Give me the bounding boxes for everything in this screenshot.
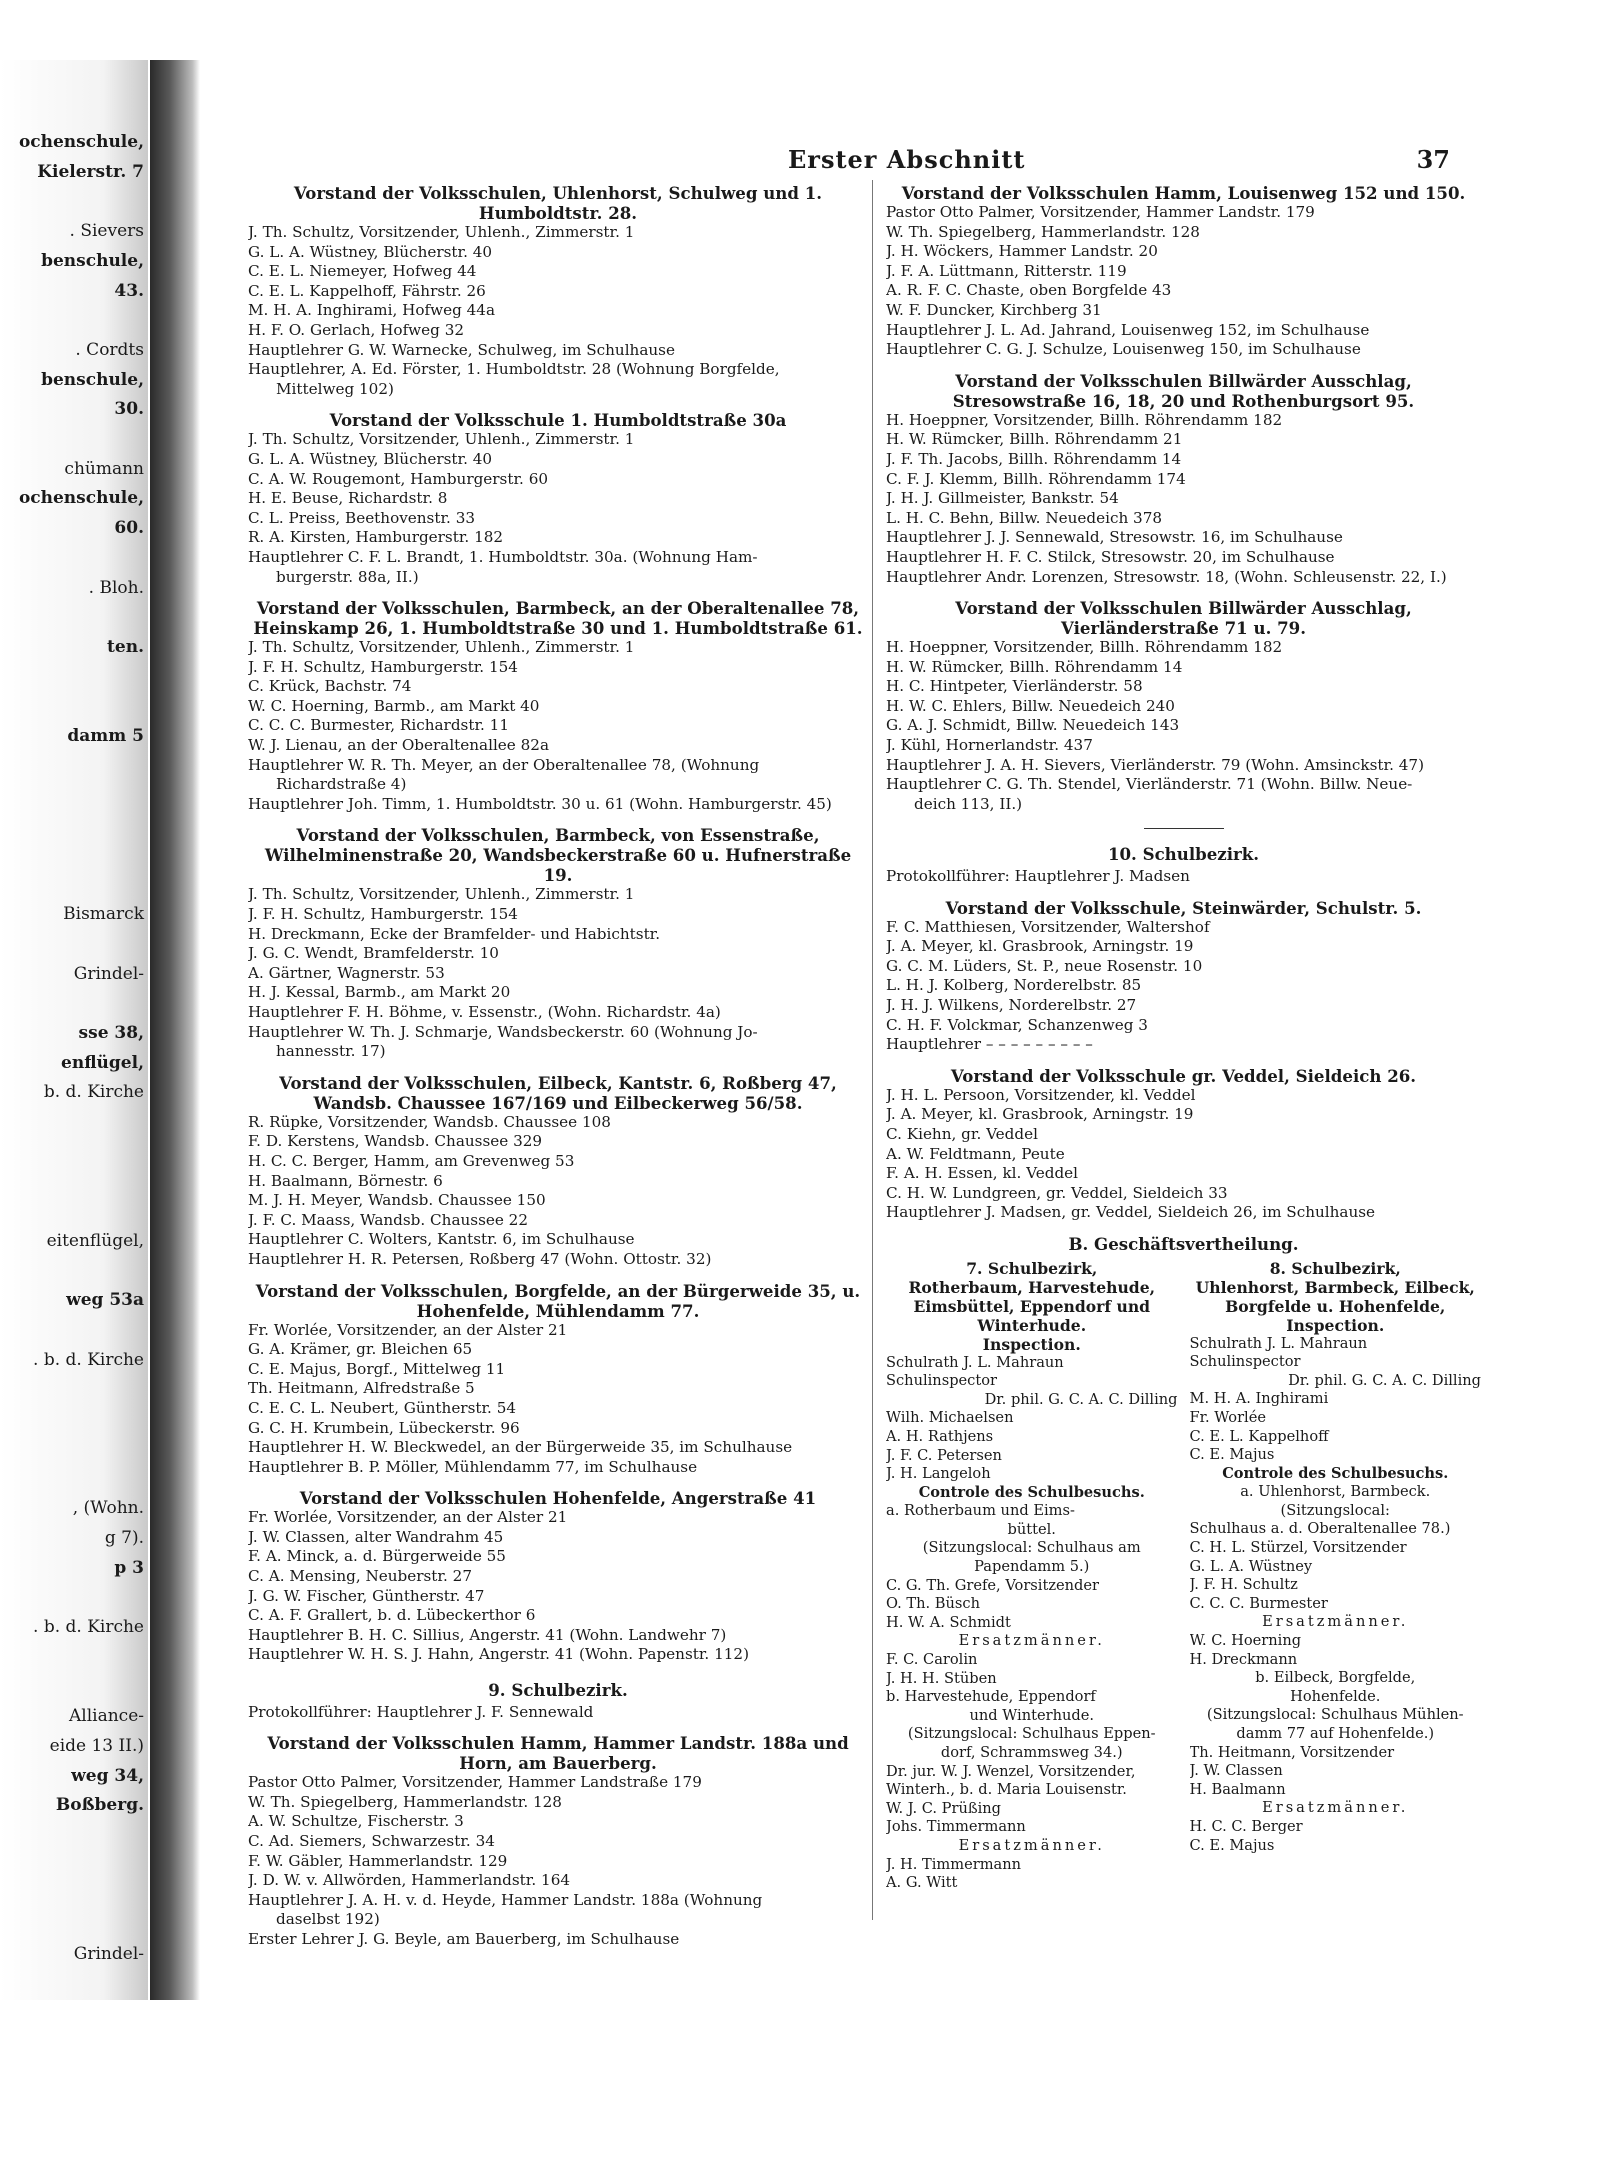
member-entry: Hauptlehrer – – – – – – – – – xyxy=(886,1035,1093,1054)
district-assignment xyxy=(886,1259,1178,1893)
member-entry: Hauptlehrer B. H. C. Sillius, Angerstr. 41 (Wohn. Landwehr 7) xyxy=(248,1625,727,1644)
member-entry: H. W. Rümcker, Billh. Röhrendamm 21 xyxy=(886,430,1183,449)
member-entry: H. Dreckmann, Ecke der Bramfelder- und Habichtstr. xyxy=(248,924,661,943)
district-assignment-line: J. H. H. Stüben xyxy=(886,1669,997,1687)
prev-page-fragment: . b. d. Kirche xyxy=(33,1617,144,1637)
prev-page-fragment: 60. xyxy=(114,518,144,539)
section-heading: Vorstand der Volksschule 1. Humboldtstraße 30a xyxy=(329,410,787,431)
prev-page-fragment: 30. xyxy=(114,399,144,420)
district-assignment-heading: Inspection. xyxy=(1286,1315,1385,1335)
district-assignment-line: O. Th. Büsch xyxy=(886,1595,980,1613)
prev-page-fragment: eide 13 II.) xyxy=(49,1735,144,1756)
member-entry: C. E. L. Niemeyer, Hofweg 44 xyxy=(248,262,477,281)
district-assignment-line: b. Harvestehude, Eppendorf xyxy=(886,1688,1096,1706)
member-entry: H. J. Kessal, Barmb., am Markt 20 xyxy=(248,983,511,1002)
running-head-title: Erster Abschnitt xyxy=(788,145,1026,174)
prev-page-fragment: Grindel- xyxy=(73,1943,144,1964)
member-entry: L. H. C. Behn, Billw. Neuedeich 378 xyxy=(886,508,1163,527)
member-entry: A. W. Feldtmann, Peute xyxy=(886,1144,1065,1163)
left-column xyxy=(248,172,868,1950)
prev-page-fragment: eitenflügel, xyxy=(46,1230,144,1251)
member-entry: J. G. C. Wendt, Bramfelderstr. 10 xyxy=(248,944,499,963)
member-entry: G. A. J. Schmidt, Billw. Neuedeich 143 xyxy=(886,716,1180,735)
prev-page-fragment: Kielerstr. 7 xyxy=(37,161,144,182)
prev-page-fragment: weg 34, xyxy=(71,1765,144,1786)
district-assignment-line: Johs. Timmermann xyxy=(886,1818,1026,1836)
member-entry: J. F. Th. Jacobs, Billh. Röhrendamm 14 xyxy=(886,449,1182,468)
member-entry: J. Th. Schultz, Vorsitzender, Uhlenh., Zimmerstr. 1 xyxy=(248,638,635,657)
member-entry: C. A. W. Rougemont, Hamburgerstr. 60 xyxy=(248,469,549,488)
prev-page-fragment: Alliance- xyxy=(69,1706,144,1727)
district-assignment-line: H. C. C. Berger xyxy=(1189,1817,1303,1835)
member-entry: W. J. Lienau, an der Oberaltenallee 82a xyxy=(248,736,549,755)
member-entry: Hauptlehrer J. J. Sennewald, Stresowstr. 16, im Schulhause xyxy=(886,528,1343,547)
entry-continuation: daselbst 192) xyxy=(276,1910,380,1929)
district-assignment-line: Winterh., b. d. Maria Louisenstr. xyxy=(886,1781,1127,1799)
district-assignment-line: M. H. A. Inghirami xyxy=(1189,1390,1329,1408)
prev-page-fragment: chümann xyxy=(64,458,144,479)
member-entry: Th. Heitmann, Alfredstraße 5 xyxy=(248,1379,475,1398)
member-entry: Hauptlehrer H. W. Bleckwedel, an der Bürgerweide 35, im Schulhause xyxy=(248,1438,793,1457)
district-assignment-line: damm 77 auf Hohenfelde.) xyxy=(1236,1725,1435,1742)
member-entry: J. H. L. Persoon, Vorsitzender, kl. Veddel xyxy=(886,1085,1196,1104)
member-entry: C. Ad. Siemers, Schwarzestr. 34 xyxy=(248,1832,495,1850)
district-assignment xyxy=(1190,1259,1482,1893)
member-entry: J. D. W. v. Allwörden, Hammerlandstr. 164 xyxy=(248,1871,571,1890)
district-assignment-line: Schulhaus a. d. Oberaltenallee 78.) xyxy=(1189,1520,1451,1538)
district-assignment-line: und Winterhude. xyxy=(969,1706,1094,1724)
member-entry: Hauptlehrer J. A. H. Sievers, Vierländerstr. 79 (Wohn. Amsinckstr. 47) xyxy=(886,755,1425,774)
district-assignment-line: W. C. Hoerning xyxy=(1189,1632,1302,1650)
member-entry: C. C. C. Burmester, Richardstr. 11 xyxy=(248,716,510,735)
prev-page-fragment: . Cordts xyxy=(75,339,144,360)
section-heading: Vorstand der Volksschulen Billwärder Ausschlag, Vierländerstraße 71 u. 79. xyxy=(955,598,1412,639)
entry-continuation: burgerstr. 88a, II.) xyxy=(276,567,419,586)
member-entry: Fr. Worlée, Vorsitzender, an der Alster 21 xyxy=(248,1320,568,1339)
member-entry: F. A. Minck, a. d. Bürgerweide 55 xyxy=(248,1547,506,1566)
short-rule xyxy=(1144,828,1224,829)
member-entry: H. Baalmann, Börnestr. 6 xyxy=(248,1171,443,1190)
member-entry: Hauptlehrer W. R. Th. Meyer, an der Oberaltenallee 78, (Wohnung xyxy=(248,755,760,774)
member-entry: J. G. W. Fischer, Güntherstr. 47 xyxy=(248,1586,485,1605)
member-entry: Hauptlehrer C. F. L. Brandt, 1. Humboldtstr. 30a. (Wohnung Ham- xyxy=(248,547,758,566)
member-entry: J. F. H. Schultz, Hamburgerstr. 154 xyxy=(248,657,518,676)
section-heading: Vorstand der Volksschulen Hamm, Louisenweg 152 und 150. xyxy=(901,183,1466,203)
member-entry: C. Krück, Bachstr. 74 xyxy=(248,677,412,696)
member-entry: J. F. A. Lüttmann, Ritterstr. 119 xyxy=(886,261,1127,280)
district-assignment-line: Dr. jur. W. J. Wenzel, Vorsitzender, xyxy=(886,1762,1136,1780)
member-entry: R. A. Kirsten, Hamburgerstr. 182 xyxy=(248,528,504,547)
district-assignment-line: H. W. A. Schmidt xyxy=(886,1613,1011,1631)
district-assignment-line: G. L. A. Wüstney xyxy=(1189,1557,1313,1575)
district-assignment-line: F. C. Carolin xyxy=(886,1651,978,1669)
district-assignment-line: Hohenfelde. xyxy=(1290,1687,1381,1705)
member-entry: G. L. A. Wüstney, Blücherstr. 40 xyxy=(248,449,493,468)
prev-page-fragment: b. d. Kirche xyxy=(43,1082,144,1103)
district-assignment-line: A. H. Rathjens xyxy=(886,1427,994,1445)
district-assignment-line: Ersatzmänner. xyxy=(958,1836,1105,1854)
section-heading: Vorstand der Volksschulen, Borgfelde, an der Bürgerweide 35, u. Hohenfelde, Mühlendamm 77. xyxy=(255,1280,861,1321)
entry-continuation: Mittelweg 102) xyxy=(276,379,394,398)
district-assignment-line: Papendamm 5.) xyxy=(974,1558,1090,1576)
previous-page-edge xyxy=(0,60,148,2000)
district-assignment-line: Th. Heitmann, Vorsitzender xyxy=(1189,1743,1395,1761)
district-assignment-line: J. H. Timmermann xyxy=(886,1855,1022,1873)
member-entry: H. C. Hintpeter, Vierländerstr. 58 xyxy=(886,677,1143,696)
member-entry: F. C. Matthiesen, Vorsitzender, Waltershof xyxy=(886,917,1210,936)
district-assignment-line: H. Dreckmann xyxy=(1189,1650,1298,1668)
district-assignment-line: Schulrath J. L. Mahraun xyxy=(1189,1334,1368,1352)
district-assignment-line: (Sitzungslocal: Schulhaus am xyxy=(922,1539,1141,1557)
member-entry: J. H. J. Gillmeister, Bankstr. 54 xyxy=(886,489,1119,508)
member-entry: Fr. Worlée, Vorsitzender, an der Alster 21 xyxy=(248,1508,568,1527)
district-assignment-line: C. E. Majus xyxy=(1189,1446,1275,1464)
entry-continuation: deich 113, II.) xyxy=(914,794,1023,813)
member-entry: H. E. Beuse, Richardstr. 8 xyxy=(248,489,448,508)
district-assignment-line: W. J. C. Prüßing xyxy=(886,1799,1001,1817)
member-entry: H. Hoeppner, Vorsitzender, Billh. Röhrendamm 182 xyxy=(886,638,1283,657)
member-entry: L. H. J. Kolberg, Norderelbstr. 85 xyxy=(886,976,1142,995)
right-column-entries xyxy=(886,183,1481,1223)
prev-page-fragment: g 7). xyxy=(104,1527,144,1548)
member-entry: G. L. A. Wüstney, Blücherstr. 40 xyxy=(248,242,493,261)
member-entry: C. E. L. Kappelhoff, Fährstr. 26 xyxy=(248,281,486,300)
section-heading: Vorstand der Volksschulen Hohenfelde, Angerstraße 41 xyxy=(299,1488,817,1509)
district-assignment-line: a. Rotherbaum und Eims- xyxy=(886,1502,1075,1520)
member-entry: C. A. F. Grallert, b. d. Lübeckerthor 6 xyxy=(248,1606,536,1625)
section-heading: Vorstand der Volksschule, Steinwärder, Schulstr. 5. xyxy=(945,897,1422,918)
member-entry: Pastor Otto Palmer, Vorsitzender, Hammer Landstr. 179 xyxy=(886,203,1315,221)
district-assignment-line: Controle des Schulbesuchs. xyxy=(1222,1464,1449,1482)
member-entry: W. F. Duncker, Kirchberg 31 xyxy=(886,300,1102,319)
section-heading: Vorstand der Volksschulen, Eilbeck, Kantstr. 6, Roßberg 47, Wandsb. Chaussee 167/169 und Eilbeckerweg 56/58. xyxy=(279,1072,837,1113)
district-assignment-line: Fr. Worlée xyxy=(1189,1408,1266,1426)
district-assignment-line: Dr. phil. G. C. A. C. Dilling xyxy=(984,1390,1178,1408)
district-assignment-line: Ersatzmänner. xyxy=(1262,1613,1409,1631)
member-entry: R. Rüpke, Vorsitzender, Wandsb. Chaussee 108 xyxy=(248,1112,611,1131)
member-entry: Hauptlehrer J. A. H. v. d. Heyde, Hammer Landstr. 188a (Wohnung xyxy=(248,1890,763,1909)
district-assignment-line: Schulinspector xyxy=(886,1372,997,1390)
member-entry: C. L. Preiss, Beethovenstr. 33 xyxy=(248,508,476,527)
member-entry: Hauptlehrer W. Th. J. Schmarje, Wandsbeckerstr. 60 (Wohnung Jo- xyxy=(248,1022,758,1041)
member-entry: H. W. Rümcker, Billh. Röhrendamm 14 xyxy=(886,657,1183,676)
prev-page-fragment: benschule, xyxy=(41,250,144,271)
district-assignment-line: büttel. xyxy=(1007,1520,1056,1538)
section-b-title: B. Geschäftsvertheilung. xyxy=(1068,1233,1299,1254)
district-assignment-line: (Sitzungslocal: Schulhaus Eppen- xyxy=(907,1725,1156,1743)
prev-page-fragment: p 3 xyxy=(114,1557,144,1578)
district-assignment-line: J. F. C. Petersen xyxy=(886,1446,1002,1464)
district-heading: 10. Schulbezirk. xyxy=(1107,844,1260,865)
member-entry: G. C. H. Krumbein, Lübeckerstr. 96 xyxy=(248,1418,520,1437)
member-entry: H. W. C. Ehlers, Billw. Neuedeich 240 xyxy=(886,696,1175,715)
member-entry: J. F. C. Maass, Wandsb. Chaussee 22 xyxy=(248,1210,529,1229)
prev-page-fragment: weg 53a xyxy=(66,1290,144,1311)
member-entry: A. Gärtner, Wagnerstr. 53 xyxy=(248,963,445,982)
member-entry: Hauptlehrer F. H. Böhme, v. Essenstr., (Wohn. Richardstr. 4a) xyxy=(248,1003,721,1021)
member-entry: C. A. Mensing, Neuberstr. 27 xyxy=(248,1567,472,1586)
district-heading: 9. Schulbezirk. xyxy=(488,1680,628,1701)
district-assignment-line: (Sitzungslocal: Schulhaus Mühlen- xyxy=(1206,1706,1464,1724)
district-assignment-heading: Uhlenhorst, Barmbeck, Eilbeck, xyxy=(1195,1277,1475,1297)
district-assignment-line: J. H. Langeloh xyxy=(886,1465,991,1483)
member-entry: J. H. J. Wilkens, Norderelbstr. 27 xyxy=(886,996,1137,1014)
district-assignment-line: Ersatzmänner. xyxy=(1262,1799,1409,1817)
prev-page-fragment: ochenschule, xyxy=(18,488,144,509)
member-entry: Hauptlehrer C. G. J. Schulze, Louisenweg 150, im Schulhause xyxy=(886,340,1361,359)
district-assignment-line: Controle des Schulbesuchs. xyxy=(918,1483,1145,1501)
entry-continuation: hannesstr. 17) xyxy=(276,1042,386,1061)
member-entry: C. E. C. L. Neubert, Güntherstr. 54 xyxy=(248,1398,517,1417)
member-entry: F. D. Kerstens, Wandsb. Chaussee 329 xyxy=(248,1132,543,1151)
member-entry: Hauptlehrer H. F. C. Stilck, Stresowstr. 20, im Schulhause xyxy=(886,547,1335,566)
section-b-districts xyxy=(886,1259,1481,1893)
member-entry: J. A. Meyer, kl. Grasbrook, Arningstr. 19 xyxy=(886,937,1194,956)
prev-page-fragment: . b. d. Kirche xyxy=(33,1349,144,1370)
member-entry: W. Th. Spiegelberg, Hammerlandstr. 128 xyxy=(248,1792,562,1811)
district-assignment-heading: Borgfelde u. Hohenfelde, xyxy=(1225,1296,1446,1316)
member-entry: H. Hoeppner, Vorsitzender, Billh. Röhrendamm 182 xyxy=(886,410,1283,429)
column-divider xyxy=(872,180,873,1920)
prev-page-fragment: ten. xyxy=(107,636,144,657)
district-assignment-line: Dr. phil. G. C. A. C. Dilling xyxy=(1288,1371,1481,1389)
prev-page-fragment: benschule, xyxy=(41,369,144,390)
member-entry: J. Kühl, Hornerlandstr. 437 xyxy=(886,736,1093,755)
district-assignment-line: Schulrath J. L. Mahraun xyxy=(886,1353,1064,1371)
entry-continuation: Richardstraße 4) xyxy=(276,775,407,794)
member-entry: Erster Lehrer J. G. Beyle, am Bauerberg, im Schulhause xyxy=(248,1929,680,1948)
running-head xyxy=(208,145,1478,175)
district-assignment-line: C. G. Th. Grefe, Vorsitzender xyxy=(886,1576,1099,1594)
prev-page-fragment: Boßberg. xyxy=(55,1795,144,1816)
district-assignment-line: Schulinspector xyxy=(1189,1353,1301,1371)
prev-page-fragment: , (Wohn. xyxy=(72,1498,144,1519)
district-assignment-line: b. Eilbeck, Borgfelde, xyxy=(1255,1669,1416,1687)
member-entry: Hauptlehrer G. W. Warnecke, Schulweg, im Schulhause xyxy=(248,340,675,359)
prev-page-fragment: . Sievers xyxy=(69,221,144,242)
district-assignment-line: Wilh. Michaelsen xyxy=(886,1409,1014,1427)
member-entry: M. H. A. Inghirami, Hofweg 44a xyxy=(248,301,496,320)
district-assignment-line: (Sitzungslocal: xyxy=(1280,1501,1390,1519)
prev-page-fragment: damm 5 xyxy=(67,726,144,746)
district-assignment-line: a. Uhlenhorst, Barmbeck. xyxy=(1240,1483,1431,1501)
district-assignment-heading: 8. Schulbezirk, xyxy=(1269,1258,1401,1278)
district-assignment-line: Ersatzmänner. xyxy=(958,1632,1105,1650)
prev-page-fragment: . Bloh. xyxy=(88,577,144,598)
member-entry: J. Th. Schultz, Vorsitzender, Uhlenh., Zimmerstr. 1 xyxy=(248,223,635,241)
member-entry: Hauptlehrer C. Wolters, Kantstr. 6, im Schulhause xyxy=(248,1230,635,1249)
page-number: 37 xyxy=(1416,145,1450,174)
district-assignment-line: C. E. L. Kappelhoff xyxy=(1189,1427,1329,1445)
member-entry: H. C. C. Berger, Hamm, am Grevenweg 53 xyxy=(248,1151,575,1170)
prev-page-fragment: 43. xyxy=(114,280,144,301)
member-entry: F. W. Gäbler, Hammerlandstr. 129 xyxy=(248,1851,508,1870)
district-assignment-line: H. Baalmann xyxy=(1189,1780,1286,1798)
member-entry: Pastor Otto Palmer, Vorsitzender, Hammer Landstraße 179 xyxy=(248,1773,702,1792)
member-entry: G. C. M. Lüders, St. P., neue Rosenstr. 10 xyxy=(886,956,1203,975)
member-entry: W. Th. Spiegelberg, Hammerlandstr. 128 xyxy=(886,222,1200,241)
member-entry: C. H. W. Lundgreen, gr. Veddel, Sieldeich 33 xyxy=(886,1183,1228,1202)
district-assignment-line: dorf, Schrammsweg 34.) xyxy=(940,1744,1123,1761)
member-entry: J. H. Wöckers, Hammer Landstr. 20 xyxy=(886,242,1158,261)
protocol-line: Protokollführer: Hauptlehrer J. F. Sennewald xyxy=(248,1702,594,1721)
member-entry: A. R. F. C. Chaste, oben Borgfelde 43 xyxy=(886,281,1172,300)
member-entry: C. H. F. Volckmar, Schanzenweg 3 xyxy=(886,1015,1148,1034)
member-entry: Hauptlehrer B. P. Möller, Mühlendamm 77, im Schulhause xyxy=(248,1457,698,1476)
district-assignment-heading: 7. Schulbezirk, xyxy=(966,1258,1098,1278)
section-heading: Vorstand der Volksschulen Billwärder Ausschlag, Stresowstraße 16, 18, 20 und Rothenburgsort 95. xyxy=(952,370,1415,411)
district-assignment-line: J. W. Classen xyxy=(1189,1762,1283,1780)
district-assignment-heading: Winterhude. xyxy=(977,1315,1087,1335)
prev-page-fragment: Grindel- xyxy=(73,963,144,984)
member-entry: G. A. Krämer, gr. Bleichen 65 xyxy=(248,1340,473,1359)
member-entry: Hauptlehrer J. Madsen, gr. Veddel, Sieldeich 26, im Schulhause xyxy=(886,1203,1376,1222)
member-entry: J. Th. Schultz, Vorsitzender, Uhlenh., Zimmerstr. 1 xyxy=(248,885,635,904)
district-assignment-line: J. F. H. Schultz xyxy=(1189,1576,1298,1594)
member-entry: J. Th. Schultz, Vorsitzender, Uhlenh., Zimmerstr. 1 xyxy=(248,430,635,449)
district-assignment-heading: Eimsbüttel, Eppendorf und xyxy=(913,1296,1151,1316)
section-heading: Vorstand der Volksschulen Hamm, Hammer Landstr. 188a und Horn, am Bauerberg. xyxy=(267,1733,849,1774)
member-entry: Hauptlehrer H. R. Petersen, Roßberg 47 (Wohn. Ottostr. 32) xyxy=(248,1249,712,1268)
member-entry: W. C. Hoerning, Barmb., am Markt 40 xyxy=(248,696,540,715)
prev-page-fragment: Bismarck xyxy=(63,904,144,925)
district-assignment-heading: Rotherbaum, Harvestehude, xyxy=(908,1277,1156,1297)
district-assignment-line: A. G. Witt xyxy=(886,1874,958,1892)
right-column xyxy=(886,172,1481,1893)
member-entry: F. A. H. Essen, kl. Veddel xyxy=(886,1164,1079,1183)
member-entry: Hauptlehrer J. L. Ad. Jahrand, Louisenweg 152, im Schulhause xyxy=(886,320,1370,339)
member-entry: H. F. O. Gerlach, Hofweg 32 xyxy=(248,320,465,339)
section-heading: Vorstand der Volksschulen, Barmbeck, an der Oberaltenallee 78, Heinskamp 26, 1. Humboldtstraße 30 und 1. Humboldtstraße 61. xyxy=(253,598,863,639)
district-assignment-line: C. E. Majus xyxy=(1189,1836,1275,1854)
member-entry: Hauptlehrer Andr. Lorenzen, Stresowstr. 18, (Wohn. Schleusenstr. 22, I.) xyxy=(886,567,1447,586)
member-entry: J. W. Classen, alter Wandrahm 45 xyxy=(248,1527,504,1546)
member-entry: Hauptlehrer, A. Ed. Förster, 1. Humboldtstr. 28 (Wohnung Borgfelde, xyxy=(248,360,780,379)
prev-page-fragment: sse 38, xyxy=(78,1023,144,1043)
member-entry: Hauptlehrer W. H. S. J. Hahn, Angerstr. 41 (Wohn. Papenstr. 112) xyxy=(248,1645,749,1664)
member-entry: C. F. J. Klemm, Billh. Röhrendamm 174 xyxy=(886,469,1186,488)
district-assignment-heading: Inspection. xyxy=(982,1334,1081,1354)
member-entry: J. A. Meyer, kl. Grasbrook, Arningstr. 19 xyxy=(886,1105,1194,1124)
section-heading: Vorstand der Volksschulen, Barmbeck, von Essenstraße, Wilhelminenstraße 20, Wandsbeckerstraße 60 u. Hufnerstraße 19. xyxy=(264,825,852,886)
member-entry: C. E. Majus, Borgf., Mittelweg 11 xyxy=(248,1359,506,1378)
section-heading: Vorstand der Volksschulen, Uhlenhorst, Schulweg und 1. Humboldtstr. 28. xyxy=(293,183,823,223)
prev-page-fragment: enflügel, xyxy=(61,1052,144,1073)
district-assignment-line: C. C. C. Burmester xyxy=(1189,1594,1328,1612)
member-entry: A. W. Schultze, Fischerstr. 3 xyxy=(248,1812,464,1831)
prev-page-fragment: ochenschule, xyxy=(18,132,144,152)
protocol-line: Protokollführer: Hauptlehrer J. Madsen xyxy=(886,867,1190,886)
section-heading: Vorstand der Volksschule gr. Veddel, Sieldeich 26. xyxy=(950,1065,1417,1086)
member-entry: Hauptlehrer Joh. Timm, 1. Humboldtstr. 30 u. 61 (Wohn. Hamburgerstr. 45) xyxy=(248,794,832,813)
district-assignment-line: C. H. L. Stürzel, Vorsitzender xyxy=(1189,1539,1407,1557)
member-entry: Hauptlehrer C. G. Th. Stendel, Vierländerstr. 71 (Wohn. Billw. Neue- xyxy=(886,775,1413,794)
member-entry: M. J. H. Meyer, Wandsb. Chaussee 150 xyxy=(248,1191,546,1210)
member-entry: C. Kiehn, gr. Veddel xyxy=(886,1124,1038,1143)
member-entry: J. F. H. Schultz, Hamburgerstr. 154 xyxy=(248,905,518,924)
page xyxy=(208,0,1481,2177)
book-gutter xyxy=(150,60,200,2000)
